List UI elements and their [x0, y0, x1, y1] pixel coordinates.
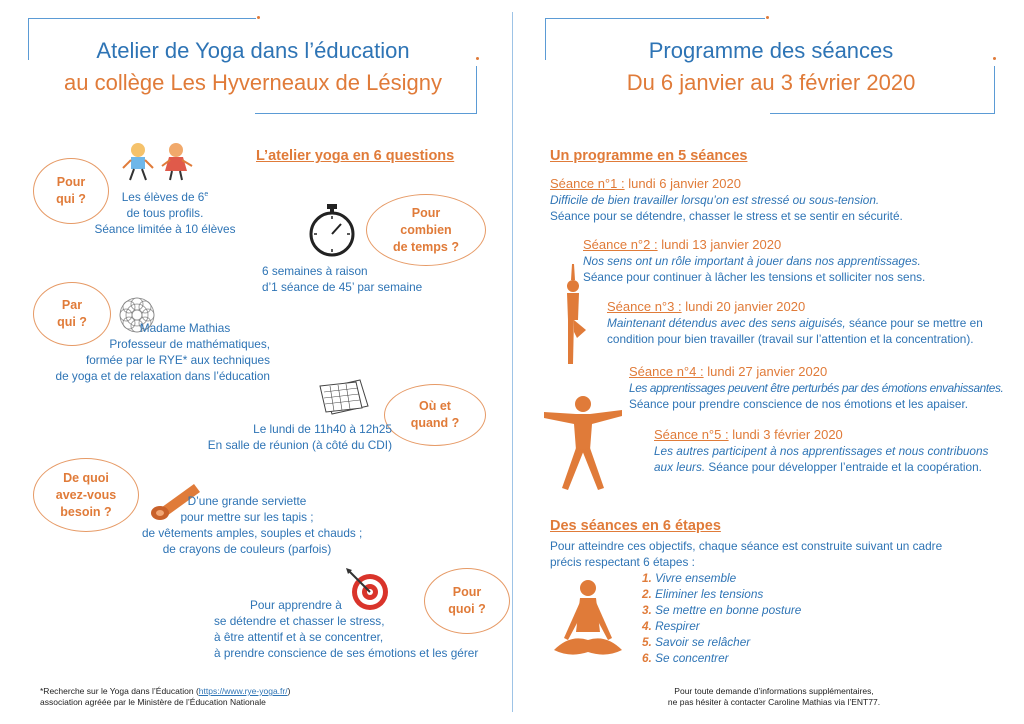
decor-dot: [766, 16, 769, 19]
decor-dot: [257, 16, 260, 19]
answer-par-qui: Madame Mathias Professeur de mathématiques, formée par le RYE* aux techniques de yoga et de relaxation dans l’éducation: [55, 321, 270, 383]
steps-heading: Des séances en 6 étapes: [550, 518, 721, 534]
frame-line: [28, 18, 256, 19]
right-title: Programme des séances: [648, 38, 894, 63]
answer-de-quoi-avez-vous-besoin: D’une grande serviette pour mettre sur les tapis ; de vêtements amples, souples et chauds ; de crayons de couleurs (parfois): [142, 494, 363, 556]
lotus-pose-icon: [550, 578, 626, 668]
step-item: 6. Se concentrer: [642, 651, 729, 665]
session-4: Séance n°4 : lundi 27 janvier 2020 Les apprentissages peuvent être perturbés par des émotions envahissantes. Séance pour prendre conscience de nos émotions et les apaiser.: [629, 364, 1004, 411]
speech-bubble-pour-qui: Pour qui ?: [33, 158, 109, 224]
stopwatch-icon: [308, 202, 356, 258]
frame-line: [994, 66, 995, 114]
right-footer: Pour toute demande d’informations supplémentaires, ne pas hésiter à contacter Caroline Mathias via l’ENT77.: [667, 686, 881, 707]
rye-link[interactable]: https://www.rye-yoga.fr/: [198, 686, 288, 696]
session-3: Séance n°3 : lundi 20 janvier 2020 Maintenant détendus avec des sens aiguisés, séance pour se mettre en condition pour bien travailler (travail sur l’attention et la concentration).: [607, 299, 983, 346]
star-pose-icon: [542, 394, 624, 492]
right-subtitle: Du 6 janvier au 3 février 2020: [626, 70, 916, 95]
kids-icon: [120, 140, 198, 184]
step-item: 1. Vivre ensemble: [642, 571, 737, 585]
speech-bubble-pour-quoi: Pour quoi ?: [424, 568, 510, 634]
session-1: Séance n°1 : lundi 6 janvier 2020 Difficile de bien travailler lorsqu’on est stressé ou sous-tension. Séance pour se détendre, chasser le stress et se sentir en sécurité.: [550, 176, 903, 223]
calendar-icon: [316, 376, 374, 416]
decor-dot: [476, 57, 479, 60]
answer-pour-quoi: Pour apprendre à se détendre et chasser le stress, à être attentif et à se concentrer, à prendre conscience de ses émotions et les gérer: [214, 598, 479, 660]
step-item: 4. Respirer: [642, 619, 700, 633]
panel-divider: [512, 12, 513, 712]
left-footer: *Recherche sur le Yoga dans l’Éducation (https://www.rye-yoga.fr/) association agréée par le Ministère de l’Éducation Nationale: [40, 686, 291, 707]
frame-line: [770, 113, 995, 114]
speech-bubble-combien-de-temps: Pour combien de temps ?: [366, 194, 486, 266]
answer-combien-de-temps: 6 semaines à raison d’1 séance de 45’ par semaine: [262, 264, 423, 294]
frame-line: [545, 18, 546, 60]
step-item: 3. Se mettre en bonne posture: [642, 603, 802, 617]
steps-list: [642, 570, 801, 666]
left-title: Atelier de Yoga dans l’éducation: [96, 38, 410, 63]
frame-line: [545, 18, 765, 19]
steps-intro: Pour atteindre ces objectifs, chaque séance est construite suivant un cadre précis respectant 6 étapes :: [550, 539, 943, 569]
speech-bubble-ou-et-quand: Où et quand ?: [384, 384, 486, 446]
speech-bubble-de-quoi-avez-vous-besoin: De quoi avez-vous besoin ?: [33, 458, 139, 532]
answer-pour-qui: Les élèves de 6e de tous profils. Séance limitée à 10 élèves: [94, 189, 236, 236]
frame-line: [476, 66, 477, 114]
speech-bubble-par-qui: Par qui ?: [33, 282, 111, 346]
step-item: 5. Savoir se relâcher: [642, 635, 751, 649]
program-heading: Un programme en 5 séances: [550, 148, 748, 164]
session-5: Séance n°5 : lundi 3 février 2020 Les autres participent à nos apprentissages et nous contribuons aux leurs. Séance pour développer l’entraide et la coopération.: [654, 427, 989, 474]
frame-line: [28, 18, 29, 60]
questions-heading: L’atelier yoga en 6 questions: [256, 148, 455, 164]
frame-line: [255, 113, 477, 114]
session-2: Séance n°2 : lundi 13 janvier 2020 Nos sens ont un rôle important à jouer dans nos apprentissages. Séance pour continuer à lâcher les tensions et solliciter nos sens.: [583, 237, 926, 284]
step-item: 2. Eliminer les tensions: [642, 587, 764, 601]
answer-ou-et-quand: Le lundi de 11h40 à 12h25 En salle de réunion (à côté du CDI): [207, 422, 392, 452]
left-subtitle: au collège Les Hyverneaux de Lésigny: [64, 70, 442, 95]
tree-pose-icon: [555, 262, 591, 368]
